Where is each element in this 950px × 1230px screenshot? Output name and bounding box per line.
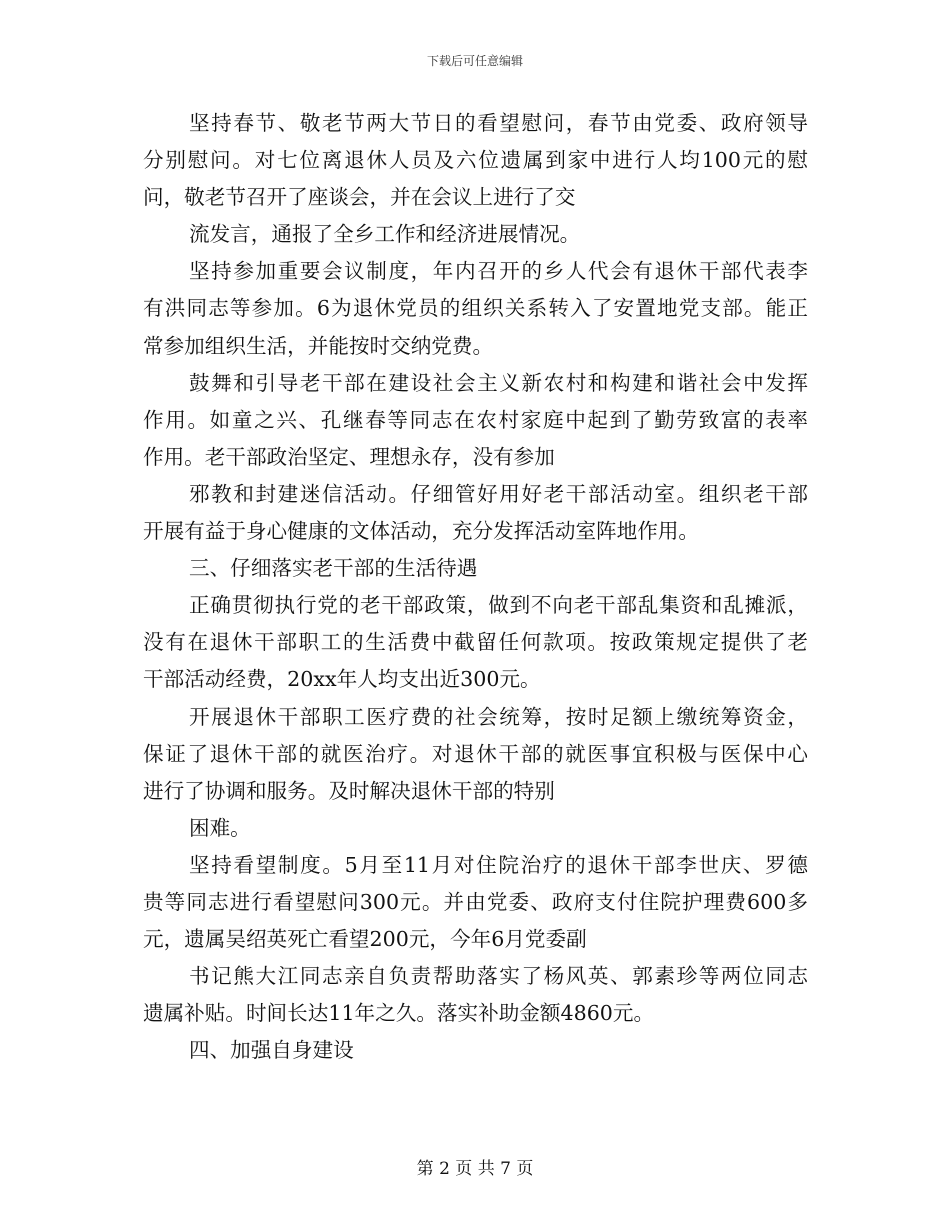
text-line: 开展退休干部职工医疗费的社会统筹，按时足额上缴统筹资金， (189, 704, 808, 729)
text-line: 没有在退休干部职工的生活费中截留任何款项。按政策规定提供了老 (143, 630, 808, 655)
document-body (143, 105, 808, 1069)
text-line: 保证了退休干部的就医治疗。对退休干部的就医事宜积极与医保中心 (143, 741, 808, 766)
text-line: 困难。 (189, 815, 251, 840)
text-line: 遗属补贴。时间长达11年之久。落实补助金额4860元。 (143, 1001, 655, 1026)
text-line: 坚持春节、敬老节两大节日的看望慰问，春节由党委、政府领导 (189, 111, 808, 135)
page-header: 下载后可任意编辑 (426, 54, 523, 68)
text-line: 进行了协调和服务。及时解决退休干部的特别 (143, 778, 555, 803)
text-line: 正确贯彻执行党的老干部政策，做到不向老干部乱集资和乱摊派， (189, 593, 808, 618)
text-line: 四、加强自身建设 (189, 1038, 354, 1063)
text-line: 坚持参加重要会议制度，年内召开的乡人代会有退休干部代表李 (189, 259, 808, 284)
text-line: 邪教和封建迷信活动。仔细管好用好老干部活动室。组织老干部 (189, 481, 808, 506)
text-line: 贵等同志进行看望慰问300元。并由党委、政府支付住院护理费600多 (143, 889, 808, 914)
text-line: 三、仔细落实老干部的生活待遇 (189, 556, 478, 581)
text-line: 作用。如童之兴、孔继春等同志在农村家庭中起到了勤劳致富的表率 (143, 407, 808, 432)
text-line: 干部活动经费，20xx年人均支出近300元。 (143, 667, 541, 692)
text-line: 常参加组织生活，并能按时交纳党费。 (143, 333, 494, 358)
text-line: 坚持看望制度。5月至11月对住院治疗的退休干部李世庆、罗德 (189, 852, 808, 877)
text-line: 有洪同志等参加。6为退休党员的组织关系转入了安置地党支部。能正 (143, 296, 808, 321)
text-line: 开展有益于身心健康的文体活动，充分发挥活动室阵地作用。 (143, 519, 700, 544)
text-line: 流发言，通报了全乡工作和经济进展情况。 (189, 222, 581, 247)
text-line: 作用。老干部政治坚定、理想永存，没有参加 (143, 444, 555, 469)
text-line: 分别慰问。对七位离退休人员及六位遗属到家中进行人均100元的慰 (143, 148, 808, 173)
text-line: 鼓舞和引导老干部在建设社会主义新农村和构建和谐社会中发挥 (189, 370, 808, 395)
page-footer-page-number: 第 2 页 共 7 页 (416, 1159, 534, 1179)
text-line: 元，遗属吴绍英死亡看望200元，今年6月党委副 (143, 927, 587, 952)
text-line: 问，敬老节召开了座谈会，并在会议上进行了交 (143, 185, 576, 210)
text-line: 书记熊大江同志亲自负责帮助落实了杨风英、郭素珍等两位同志 (189, 964, 808, 989)
